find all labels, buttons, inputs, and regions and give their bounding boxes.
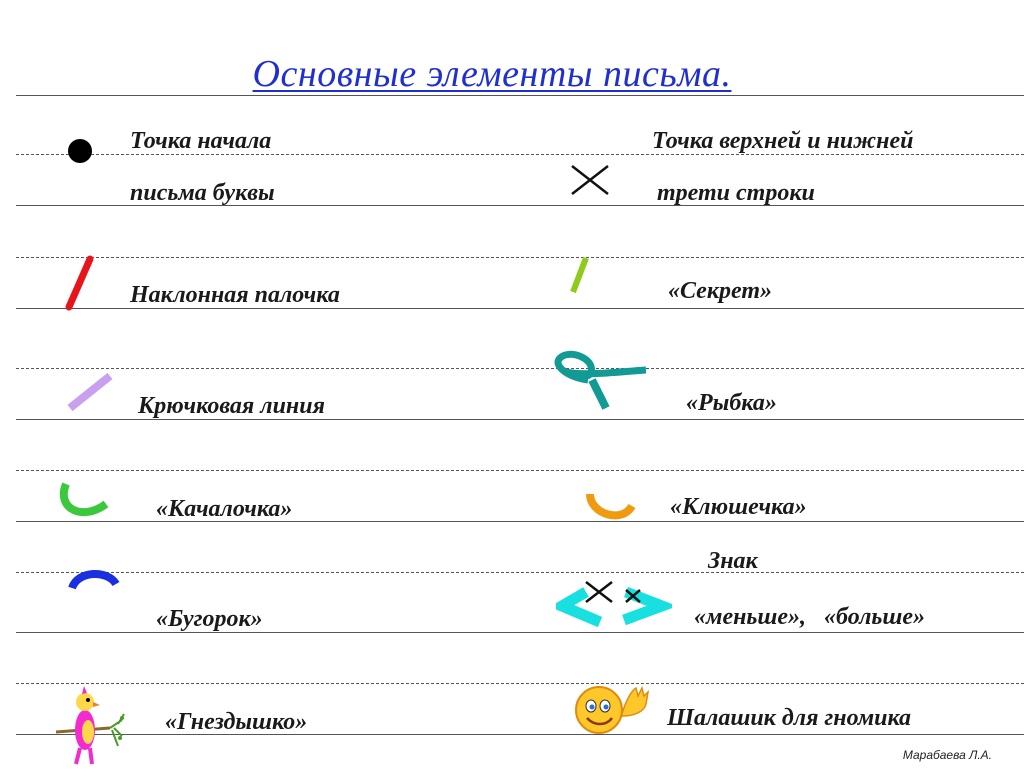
right-item-label-line2: «меньше», «больше»	[694, 604, 926, 630]
right-item-label-line2: трети строки	[657, 180, 815, 206]
left-item-label: Наклонная палочка	[130, 282, 340, 308]
bird-on-branch-icon	[52, 684, 128, 771]
dot-icon	[66, 138, 94, 171]
right-item-label-line1: Точка верхней и нижней	[652, 128, 914, 154]
hump-icon	[64, 564, 124, 599]
rule-line	[16, 470, 1024, 471]
author-credit: Марабаева Л.А.	[902, 748, 992, 762]
rule-line	[16, 683, 1024, 684]
rocker-icon	[54, 478, 114, 533]
smiley-waving-icon	[572, 682, 652, 743]
right-item-label: «Рыбка»	[686, 390, 777, 416]
rule-line	[16, 95, 1024, 96]
slanted-stick-icon	[60, 254, 100, 319]
left-item-label-line2: письма буквы	[130, 180, 275, 206]
left-item-label-line1: Точка начала	[130, 128, 272, 154]
rule-line	[16, 257, 1024, 258]
page-title: Основные элементы письма.	[252, 53, 732, 95]
left-item-label: «Бугорок»	[156, 606, 263, 632]
left-item-label: «Качалочка»	[156, 496, 293, 522]
hook-line-icon	[60, 368, 120, 423]
less-greater-sign-icon	[556, 576, 672, 639]
left-item-label: «Гнездышко»	[165, 709, 308, 735]
hockey-stick-icon	[582, 488, 642, 533]
fish-icon	[546, 350, 656, 421]
right-item-label: «Секрет»	[668, 278, 772, 304]
right-item-label: Шалашик для гномика	[667, 705, 912, 731]
right-item-label-line1: Знак	[708, 548, 758, 574]
left-item-label: Крючковая линия	[138, 393, 325, 419]
cross-icon	[568, 162, 612, 203]
right-item-label: «Клюшечка»	[670, 494, 807, 520]
rule-line	[16, 572, 1024, 573]
rule-line	[16, 368, 1024, 369]
secret-stroke-icon	[564, 254, 594, 301]
